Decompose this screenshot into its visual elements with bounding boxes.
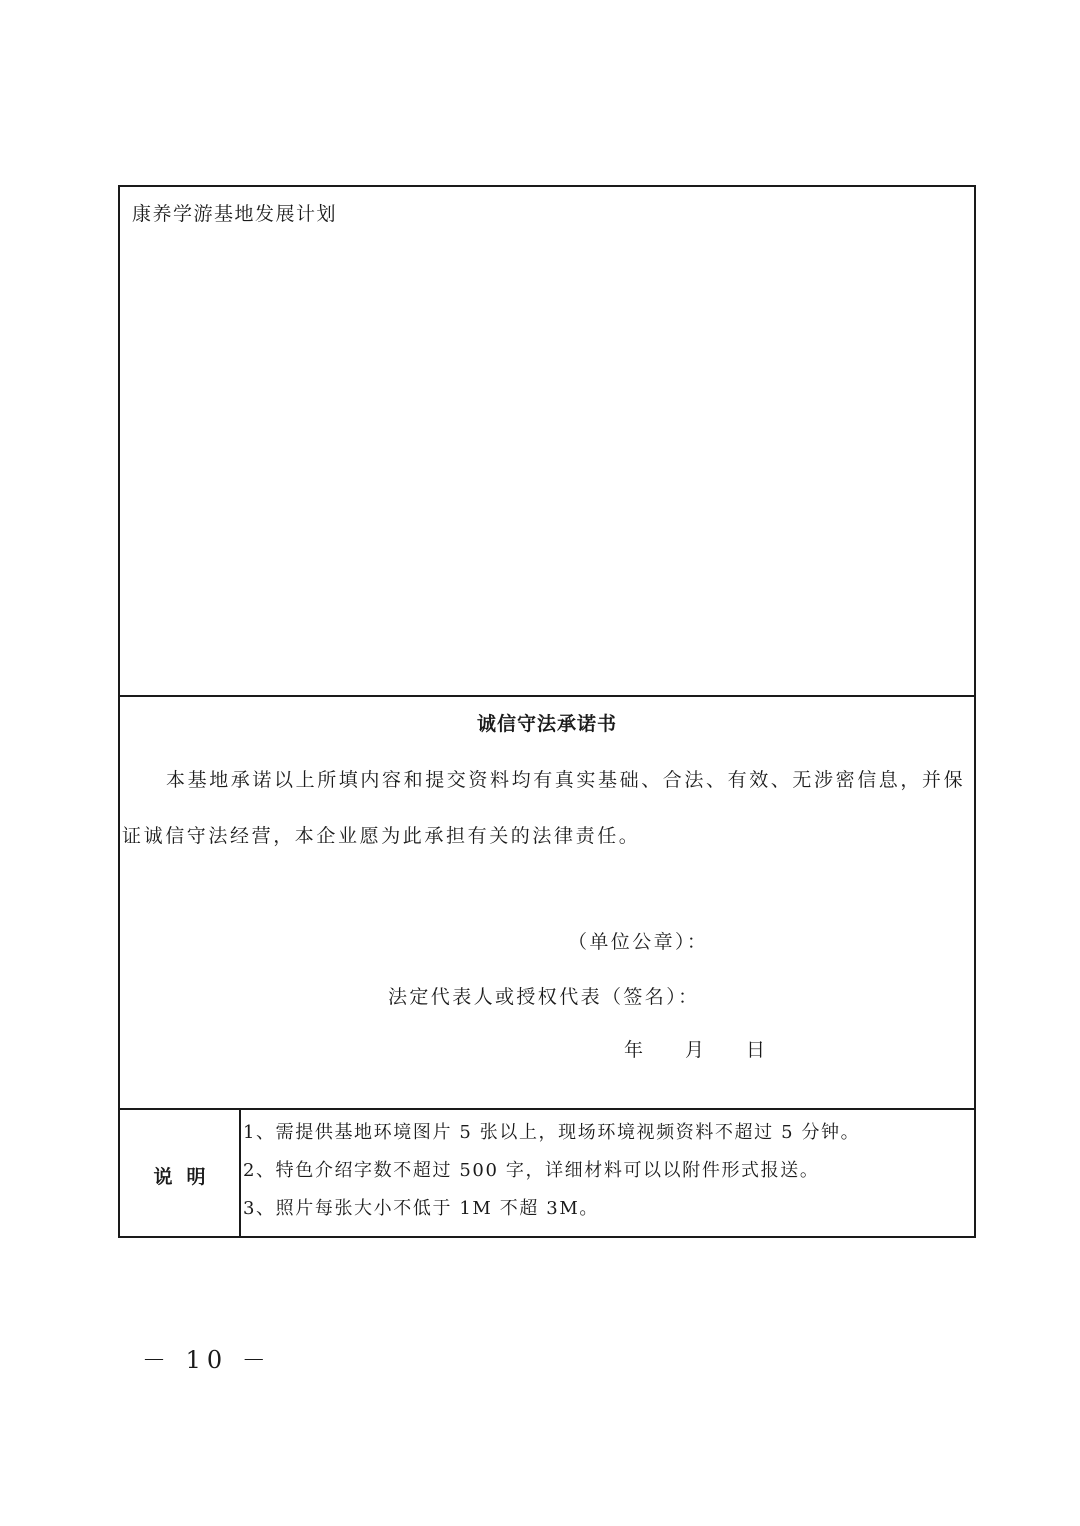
notes-list: [243, 1118, 970, 1232]
unit-seal-field: （单位公章）：: [568, 931, 709, 953]
date-year-label: 年: [624, 1039, 644, 1061]
notes-section: [120, 1110, 974, 1236]
note-item: 3、照片每张大小不低于 1M 不超 3M。: [243, 1198, 599, 1219]
note-item: 2、特色介绍字数不超过 500 字，详细材料可以以附件形式报送。: [243, 1160, 820, 1181]
pledge-title: 诚信守法承诺书: [476, 713, 617, 735]
notes-label-cell: [120, 1110, 241, 1236]
pledge-text-line-2: 证诚信守法经营，本企业愿为此承担有关的法律责任。: [122, 825, 641, 847]
date-day-label: 日: [746, 1039, 766, 1061]
date-field: [582, 1035, 765, 1062]
integrity-pledge-section: [120, 697, 974, 1110]
notes-label: 说明: [153, 1166, 220, 1188]
legal-representative-signature-field: 法定代表人或授权代表（签名）：: [388, 986, 700, 1008]
note-item: 1、需提供基地环境图片 5 张以上，现场环境视频资料不超过 5 分钟。: [243, 1122, 861, 1143]
page-number: － 10 －: [142, 1346, 272, 1374]
pledge-text-line-1: 本基地承诺以上所填内容和提交资料均有真实基础、合法、有效、无涉密信息，并保: [166, 769, 966, 791]
development-plan-section: [120, 187, 974, 697]
development-plan-label: 康养学游基地发展计划: [132, 203, 338, 225]
application-form-table: [118, 185, 976, 1238]
date-month-label: 月: [685, 1039, 705, 1061]
